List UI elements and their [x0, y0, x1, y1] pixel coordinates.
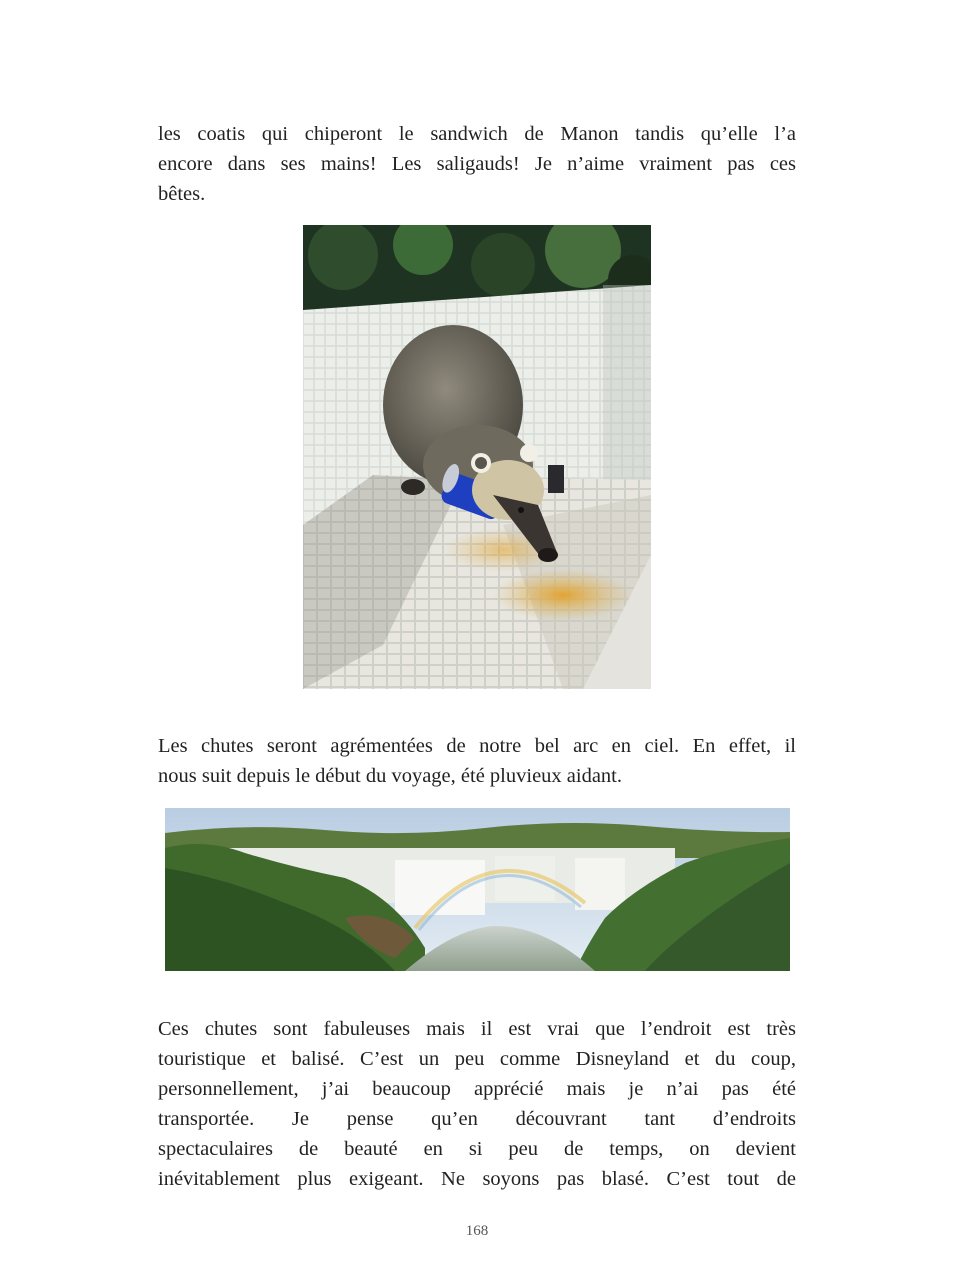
text-line: transportée. Je pense qu’en découvrant tant d’endroits [158, 1108, 796, 1130]
coati-photo [303, 225, 651, 689]
paragraph-impressions [158, 1014, 796, 1194]
text-line: personnellement, j’ai beaucoup apprécié mais je n’ai pas été [158, 1078, 796, 1100]
page-number: 168 [465, 1223, 489, 1239]
paragraph-chutes [158, 731, 796, 791]
text-line: touristique et balisé. C’est un peu comme Disneyland et du coup, [158, 1048, 796, 1070]
waterfall-panorama-photo [165, 808, 790, 971]
text-line: Ces chutes sont fabuleuses mais il est vrai que l’endroit est très [158, 1018, 796, 1040]
text-line: nous suit depuis le début du voyage, été pluvieux aidant. [158, 765, 623, 787]
text-line: inévitablement plus exigeant. Ne soyons pas blasé. C’est tout de [158, 1168, 796, 1190]
text-line: encore dans ses mains! Les saligauds! Je n’aime vraiment pas ces [158, 153, 796, 175]
paragraph-coatis [158, 119, 796, 209]
text-line: Les chutes seront agrémentées de notre bel arc en ciel. En effet, il [158, 735, 796, 757]
text-line: bêtes. [158, 183, 206, 205]
text-line: les coatis qui chiperont le sandwich de Manon tandis qu’elle l’a [158, 123, 796, 145]
text-line: spectaculaires de beauté en si peu de temps, on devient [158, 1138, 796, 1160]
